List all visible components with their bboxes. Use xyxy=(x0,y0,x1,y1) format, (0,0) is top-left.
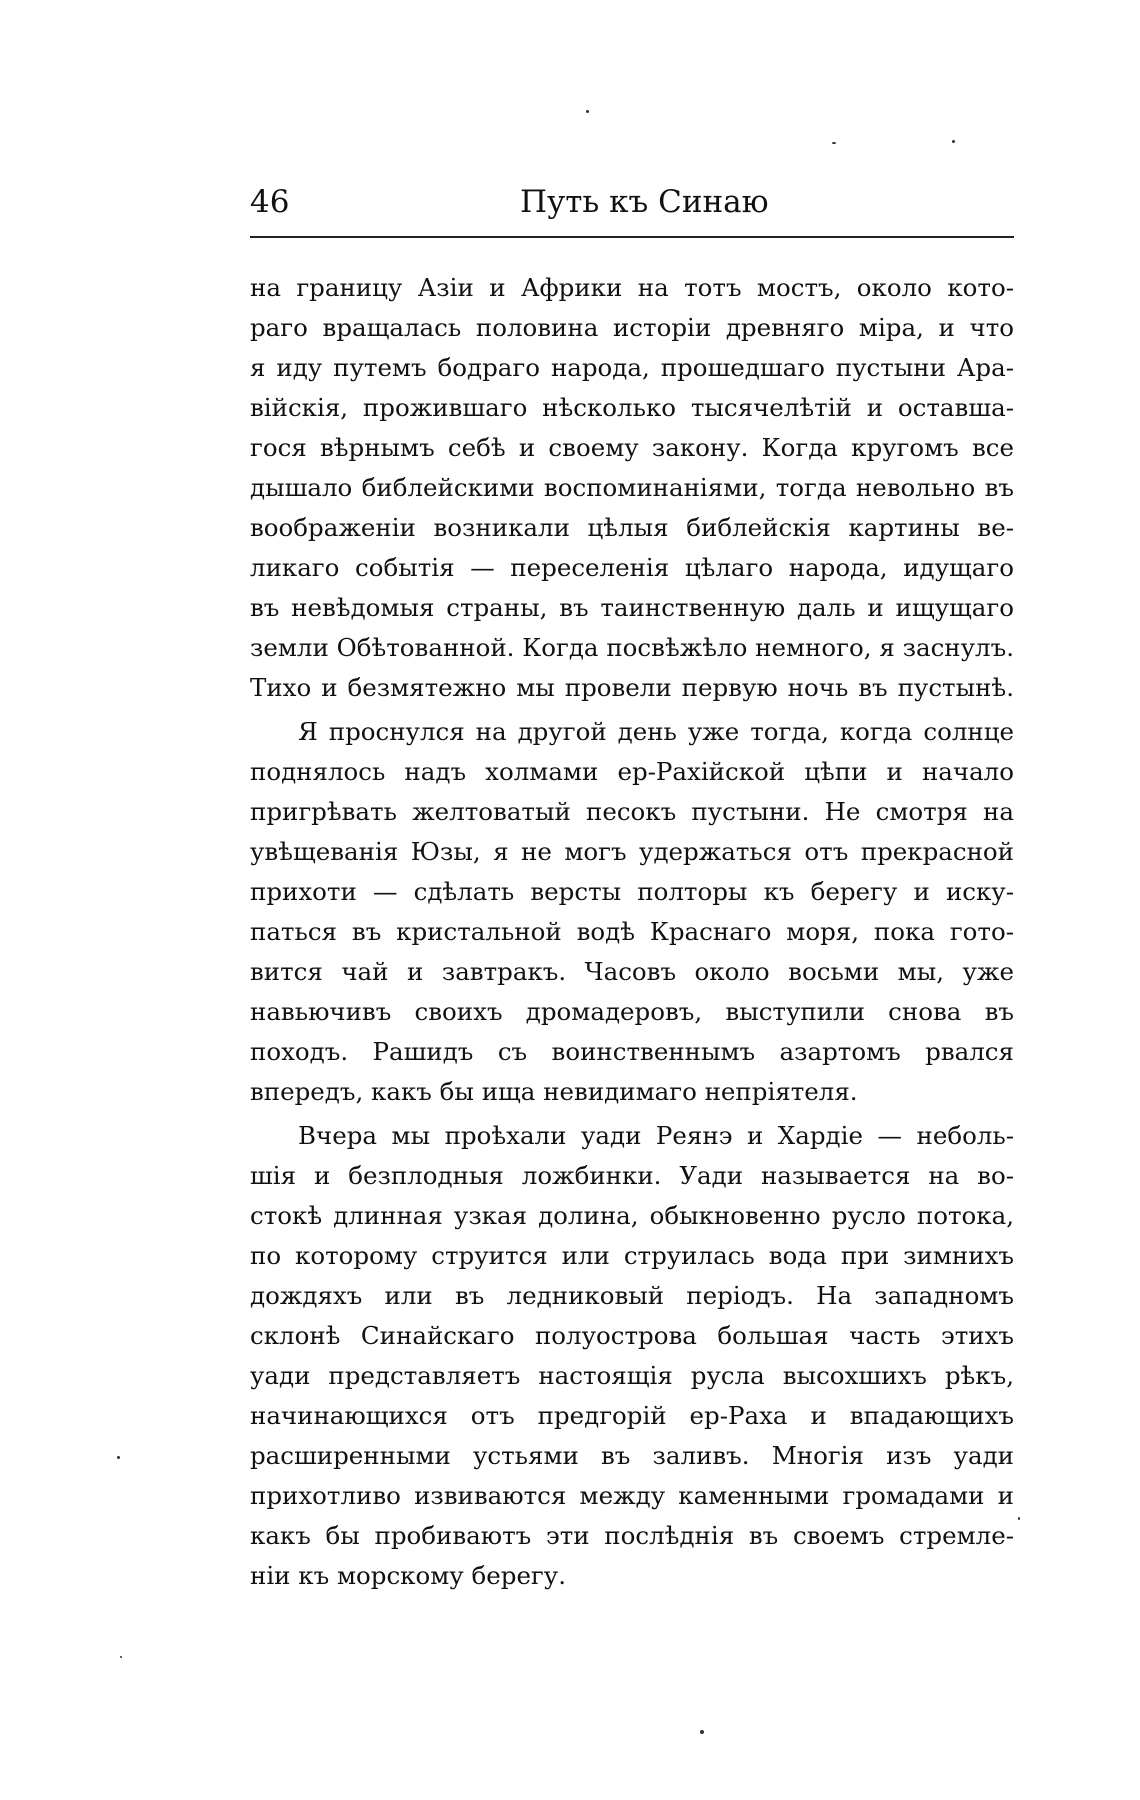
text-line: на границу Азіи и Африки на тотъ мостъ, около кото- xyxy=(250,273,1014,302)
scan-speck xyxy=(120,1656,122,1658)
page-number: 46 xyxy=(250,184,290,220)
paragraph-2 xyxy=(250,712,1014,1112)
text-line: Тихо и безмятежно мы провели первую ночь въ пустынѣ. xyxy=(250,673,1014,702)
text-line: начинающихся отъ предгорій ер-Раха и впадающихъ xyxy=(250,1401,1014,1430)
text-line: Я проснулся на другой день уже тогда, когда солнце xyxy=(298,717,1014,746)
text-line: какъ бы пробиваютъ эти послѣднія въ своемъ стремле- xyxy=(250,1521,1014,1550)
scan-speck xyxy=(700,1730,704,1734)
text-line: ніи къ морскому берегу. xyxy=(250,1561,566,1590)
text-line: въ невѣдомыя страны, въ таинственную даль и ищущаго xyxy=(250,593,1014,622)
text-line: вится чай и завтракъ. Часовъ около восьми мы, уже xyxy=(250,957,1014,986)
text-line: війскія, прожившаго нѣсколько тысячелѣтій и оставша- xyxy=(250,393,1014,422)
text-line: расширенными устьями въ заливъ. Многія изъ уади xyxy=(250,1441,1014,1470)
text-line: раго вращалась половина исторіи древняго міра, и что xyxy=(250,313,1014,342)
running-title: Путь къ Синаю xyxy=(520,184,769,220)
text-line: увѣщеванія Юзы, я не могъ удержаться отъ прекрасной xyxy=(250,837,1014,866)
text-line: дождяхъ или въ ледниковый періодъ. На западномъ xyxy=(250,1281,1014,1310)
scan-speck xyxy=(952,140,955,143)
text-line: навьючивъ своихъ дромадеровъ, выступили снова въ xyxy=(250,997,1014,1026)
scan-speck xyxy=(832,142,836,144)
text-line: ликаго событія — переселенія цѣлаго народа, идущаго xyxy=(250,553,1014,582)
text-line: по которому струится или струилась вода при зимнихъ xyxy=(250,1241,1014,1270)
body-text xyxy=(250,268,1014,1596)
text-line: прихотливо извиваются между каменными громадами и xyxy=(250,1481,1014,1510)
scan-speck xyxy=(1018,1517,1020,1520)
text-line: шія и безплодныя ложбинки. Уади называется на во- xyxy=(250,1161,1014,1190)
scan-speck xyxy=(586,110,589,113)
text-line: воображеніи возникали цѣлыя библейскія картины ве- xyxy=(250,513,1014,542)
text-line: паться въ кристальной водѣ Краснаго моря, пока гото- xyxy=(250,917,1014,946)
text-line: я иду путемъ бодраго народа, прошедшаго пустыни Ара- xyxy=(250,353,1014,382)
page-header xyxy=(250,182,1014,232)
text-line: земли Обѣтованной. Когда посвѣжѣло немного, я заснулъ. xyxy=(250,633,1014,662)
text-line: уади представляетъ настоящія русла высохшихъ рѣкъ, xyxy=(250,1361,1014,1390)
paragraph-3 xyxy=(250,1116,1014,1596)
text-line: прихоти — сдѣлать версты полторы къ берегу и иску- xyxy=(250,877,1014,906)
text-line: гося вѣрнымъ себѣ и своему закону. Когда кругомъ все xyxy=(250,433,1014,462)
paragraph-1 xyxy=(250,268,1014,708)
text-line: стокѣ длинная узкая долина, обыкновенно русло потока, xyxy=(250,1201,1014,1230)
text-line: поднялось надъ холмами ер-Рахійской цѣпи и начало xyxy=(250,757,1014,786)
text-line: Вчера мы проѣхали уади Реянэ и Хардіе — неболь- xyxy=(298,1121,1014,1150)
text-line: походъ. Рашидъ съ воинственнымъ азартомъ рвался xyxy=(250,1037,1014,1066)
text-line: пригрѣвать желтоватый песокъ пустыни. Не смотря на xyxy=(250,797,1014,826)
text-line: склонѣ Синайскаго полуострова большая часть этихъ xyxy=(250,1321,1014,1350)
scan-speck xyxy=(117,1456,120,1459)
text-line: дышало библейскими воспоминаніями, тогда невольно въ xyxy=(250,473,1014,502)
text-line: впередъ, какъ бы ища невидимаго непріятеля. xyxy=(250,1077,858,1106)
header-rule xyxy=(250,236,1014,238)
